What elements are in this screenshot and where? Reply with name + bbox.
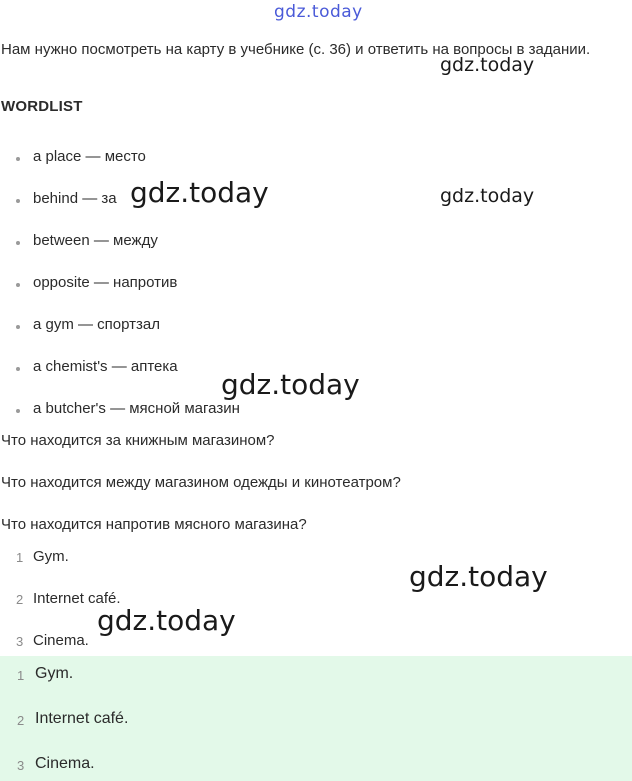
question: Что находится напротив мясного магазина? — [1, 516, 307, 533]
answer-box-text: Cinema. — [35, 755, 95, 772]
answer-text: Internet café. — [33, 590, 121, 607]
watermark: gdz.today — [440, 54, 535, 76]
question: Что находится между магазином одежды и кинотеатром? — [1, 474, 401, 491]
watermark: gdz.today — [440, 185, 535, 207]
question: Что находится за книжным магазином? — [1, 432, 275, 449]
wordlist-item: a butcher's — мясной магазин — [33, 400, 240, 417]
bullet — [16, 241, 20, 245]
bullet — [16, 325, 20, 329]
answer-number: 2 — [16, 592, 24, 607]
answer-box-number: 2 — [17, 713, 25, 728]
watermark: gdz.today — [409, 560, 548, 593]
site-logo: gdz.today — [274, 2, 363, 22]
bullet — [16, 409, 20, 413]
watermark: gdz.today — [221, 368, 360, 401]
intro-text: Нам нужно посмотреть на карту в учебнике (с. 36) и ответить на вопросы в задании. — [1, 41, 591, 58]
bullet — [16, 367, 20, 371]
wordlist-item: opposite — напротив — [33, 274, 178, 291]
wordlist-item: a gym — спортзал — [33, 316, 161, 333]
answer-number: 1 — [16, 550, 24, 565]
watermark: gdz.today — [97, 604, 236, 637]
watermark: gdz.today — [130, 176, 269, 209]
wordlist-heading: WORDLIST — [1, 98, 83, 115]
bullet — [16, 157, 20, 161]
wordlist-item: a place — место — [33, 148, 146, 165]
bullet — [16, 283, 20, 287]
wordlist-item: behind — за — [33, 190, 117, 207]
answer-text: Cinema. — [33, 632, 89, 649]
answer-box-text: Internet café. — [35, 710, 129, 727]
answer-box-text: Gym. — [35, 665, 74, 682]
wordlist-item: a chemist's — аптека — [33, 358, 178, 375]
bullet — [16, 199, 20, 203]
answer-text: Gym. — [33, 548, 69, 565]
wordlist-item: between — между — [33, 232, 158, 249]
answer-box-number: 1 — [17, 668, 25, 683]
answer-number: 3 — [16, 634, 24, 649]
answer-box-number: 3 — [17, 758, 25, 773]
